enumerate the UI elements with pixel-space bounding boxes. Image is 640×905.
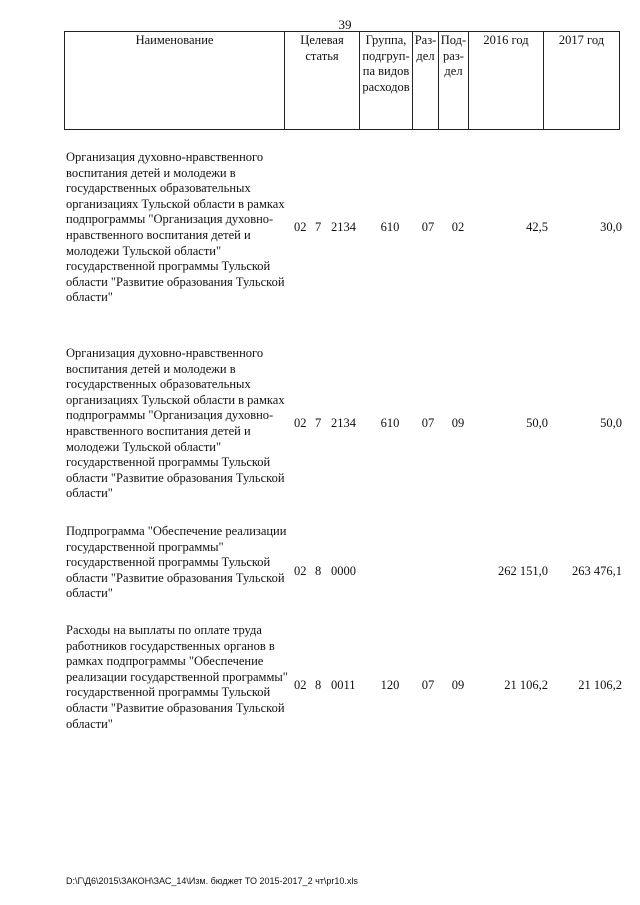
row-value-2017: 21 106,2 (578, 678, 622, 692)
page-number: 39 (338, 17, 352, 32)
row-name: Подпрограмма "Обеспечение реализации государственной программы" государственной программы Тульской области "Развитие образования Тульской области" (66, 524, 287, 601)
header-name: Наименование (65, 32, 285, 130)
header-razdel: Раз-дел (413, 32, 439, 130)
row-value-2016: 262 151,0 (498, 564, 548, 578)
header-year-2016: 2016 год (469, 32, 544, 130)
row-value-2016: 21 106,2 (504, 678, 548, 692)
row-podrazdel: 09 (451, 678, 465, 692)
row-group: 610 (380, 416, 400, 430)
row-name: Расходы на выплаты по оплате труда работников государственных органов в рамках подпрограммы "Обеспечение реализации государственной программы" государственной программы Тульской области "Развитие образования Тульской области" (66, 623, 288, 731)
row-razdel: 07 (421, 416, 435, 430)
row-razdel: 07 (421, 678, 435, 692)
row-code-subprogram: 7 (315, 416, 322, 430)
row-code-subprogram: 7 (315, 220, 322, 234)
row-code-program: 02 (294, 220, 307, 234)
row-podrazdel: 09 (451, 416, 465, 430)
header-target-article: Целевая статья (285, 32, 360, 130)
row-value-2017: 30,0 (600, 220, 622, 234)
row-code-program: 02 (294, 564, 307, 578)
row-code-direction: 2134 (331, 220, 356, 234)
row-value-2016: 50,0 (526, 416, 548, 430)
row-code-direction: 0000 (331, 564, 356, 578)
row-value-2017: 263 476,1 (572, 564, 622, 578)
row-code-program: 02 (294, 416, 307, 430)
row-razdel: 07 (421, 220, 435, 234)
row-group: 120 (380, 678, 400, 692)
footer-file-path: D:\Г\Д6\2015\ЗАКОН\ЗАС_14\Изм. бюджет ТО 2015-2017_2 чт\pr10.xls (66, 876, 358, 886)
header-podrazdel: Под-раз-дел (439, 32, 469, 130)
row-podrazdel: 02 (451, 220, 465, 234)
row-value-2016: 42,5 (526, 220, 548, 234)
header-group: Группа, подгруп-па видов расходов (360, 32, 413, 130)
row-code-subprogram: 8 (315, 678, 322, 692)
row-name: Организация духовно-нравственного воспитания детей и молодежи в государственных образовательных организациях Тульской области в рамках подпрограммы "Организация духовно-нравственного воспитания детей и молодежи Тульской области" государственной программы Тульской области "Развитие образования Тульской области" (66, 150, 285, 305)
row-code-subprogram: 8 (315, 564, 322, 578)
row-code-direction: 2134 (331, 416, 356, 430)
header-year-2017: 2017 год (544, 32, 620, 130)
row-group: 610 (380, 220, 400, 234)
row-code-program: 02 (294, 678, 307, 692)
table-header (64, 31, 620, 130)
row-code-direction: 0011 (331, 678, 356, 692)
row-value-2017: 50,0 (600, 416, 622, 430)
row-name: Организация духовно-нравственного воспитания детей и молодежи в государственных образовательных организациях Тульской области в рамках подпрограммы "Организация духовно-нравственного воспитания детей и молодежи Тульской области" государственной программы Тульской области "Развитие образования Тульской области" (66, 346, 285, 501)
